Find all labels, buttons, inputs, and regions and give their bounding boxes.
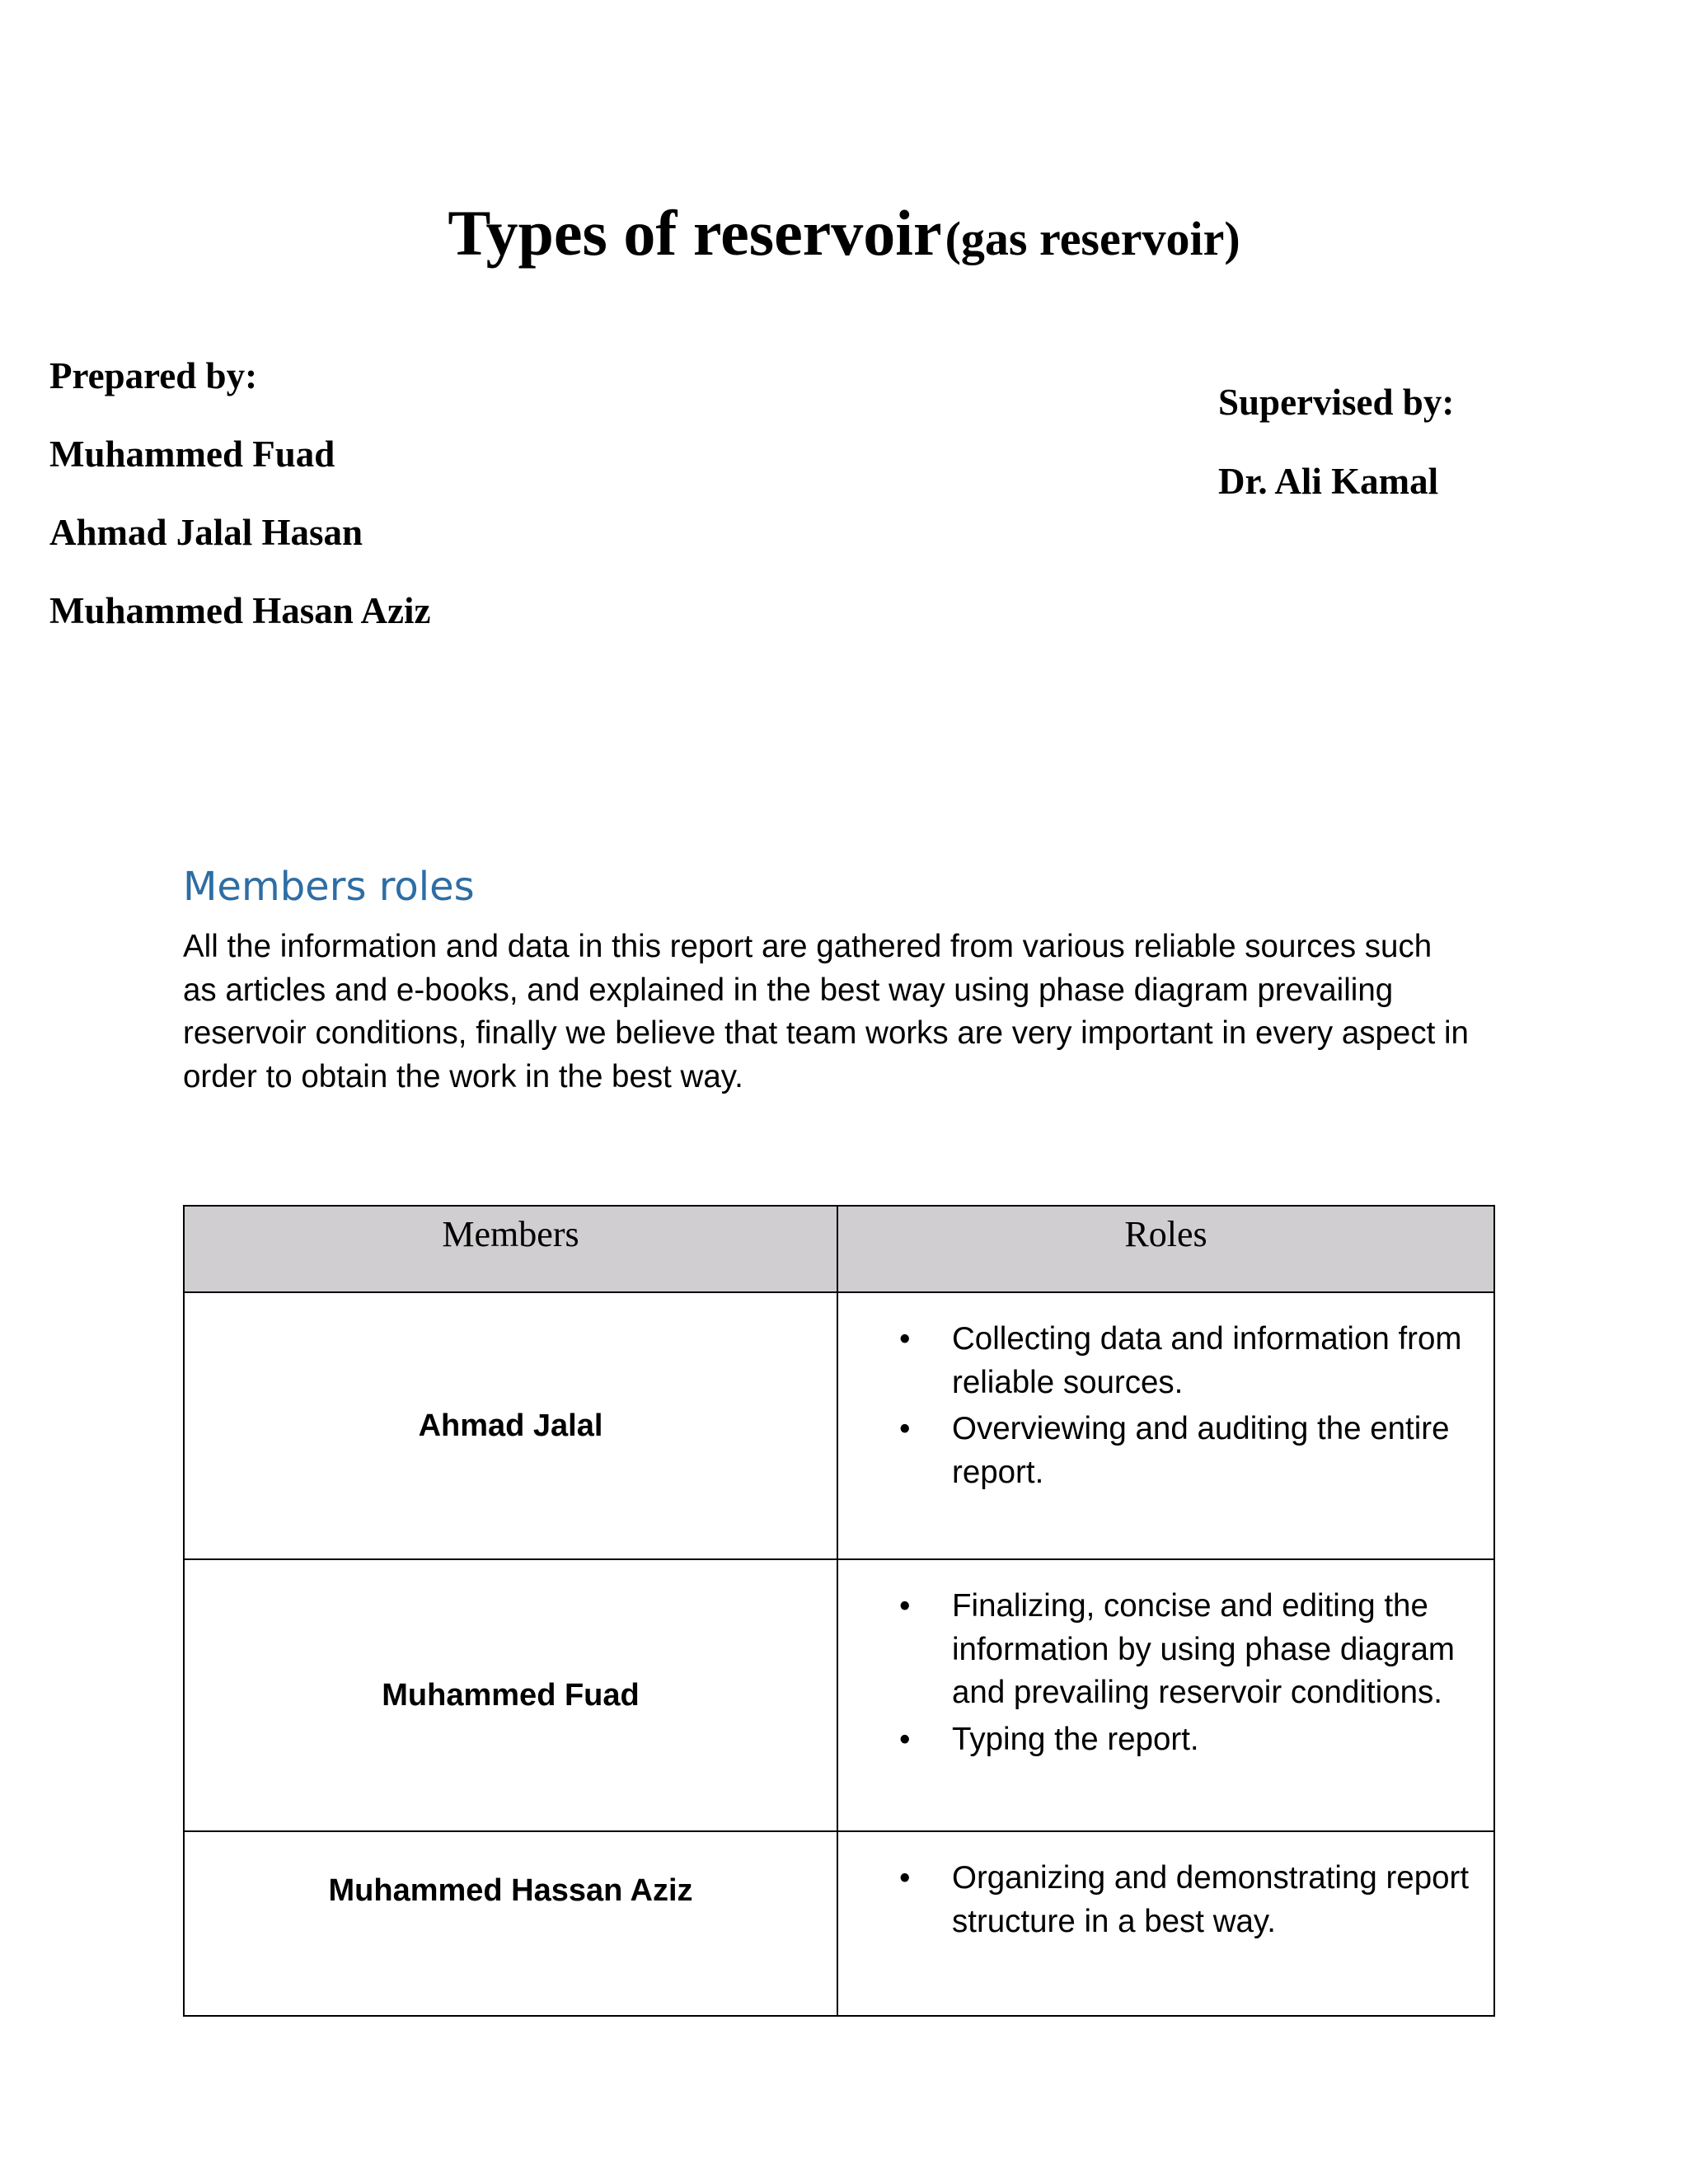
document-title [0,196,1688,270]
bullet-icon: • [899,1321,911,1357]
title-main: Types of reservoir [448,197,942,269]
role-text: Finalizing, concise and editing the information by using phase diagram and prevailing reservoir conditions. [952,1588,1455,1710]
roles-header: Roles [837,1206,1494,1292]
members-roles-table [183,1205,1495,2017]
member-cell: Ahmad Jalal [184,1292,837,1559]
title-sub: (gas reservoir) [945,212,1240,265]
table-header-row [184,1206,1494,1292]
list-item [838,1318,1493,1404]
role-text: Overviewing and auditing the entire report. [952,1411,1450,1490]
section-heading: Members roles [183,864,475,910]
roles-list [838,1857,1493,1943]
prepared-by-label: Prepared by: [49,355,258,396]
role-text: Typing the report. [952,1721,1199,1757]
roles-cell [837,1292,1494,1559]
author-name: Muhammed Hasan Aziz [49,590,431,631]
roles-cell [837,1559,1494,1831]
roles-list [838,1318,1493,1494]
members-header: Members [184,1206,837,1292]
member-cell: Muhammed Fuad [184,1559,837,1831]
table-row [184,1292,1494,1559]
role-text: Organizing and demonstrating report structure in a best way. [952,1860,1470,1939]
bullet-icon: • [899,1860,911,1896]
bullet-icon: • [899,1588,911,1624]
member-cell: Muhammed Hassan Aziz [184,1831,837,2016]
roles-cell [837,1831,1494,2016]
supervisor-name: Dr. Ali Kamal [1218,461,1439,502]
table-row [184,1559,1494,1831]
author-name: Ahmad Jalal Hasan [49,512,363,553]
list-item [838,1718,1493,1762]
supervised-by-label: Supervised by: [1218,382,1455,423]
author-name: Muhammed Fuad [49,434,335,475]
bullet-icon: • [899,1721,911,1757]
role-text: Collecting data and information from reliable sources. [952,1321,1462,1400]
table-row [184,1831,1494,2016]
section-paragraph: All the information and data in this report are gathered from various reliable sources such as articles and e-books, and explained in the best way using phase diagram prevailing reservoir conditions, finally we believe that team works are very important in every aspect in order to obtain the work in the best way. [183,929,1469,1094]
list-item [838,1408,1493,1494]
list-item [838,1585,1493,1715]
bullet-icon: • [899,1411,911,1446]
roles-list [838,1585,1493,1761]
list-item [838,1857,1493,1943]
